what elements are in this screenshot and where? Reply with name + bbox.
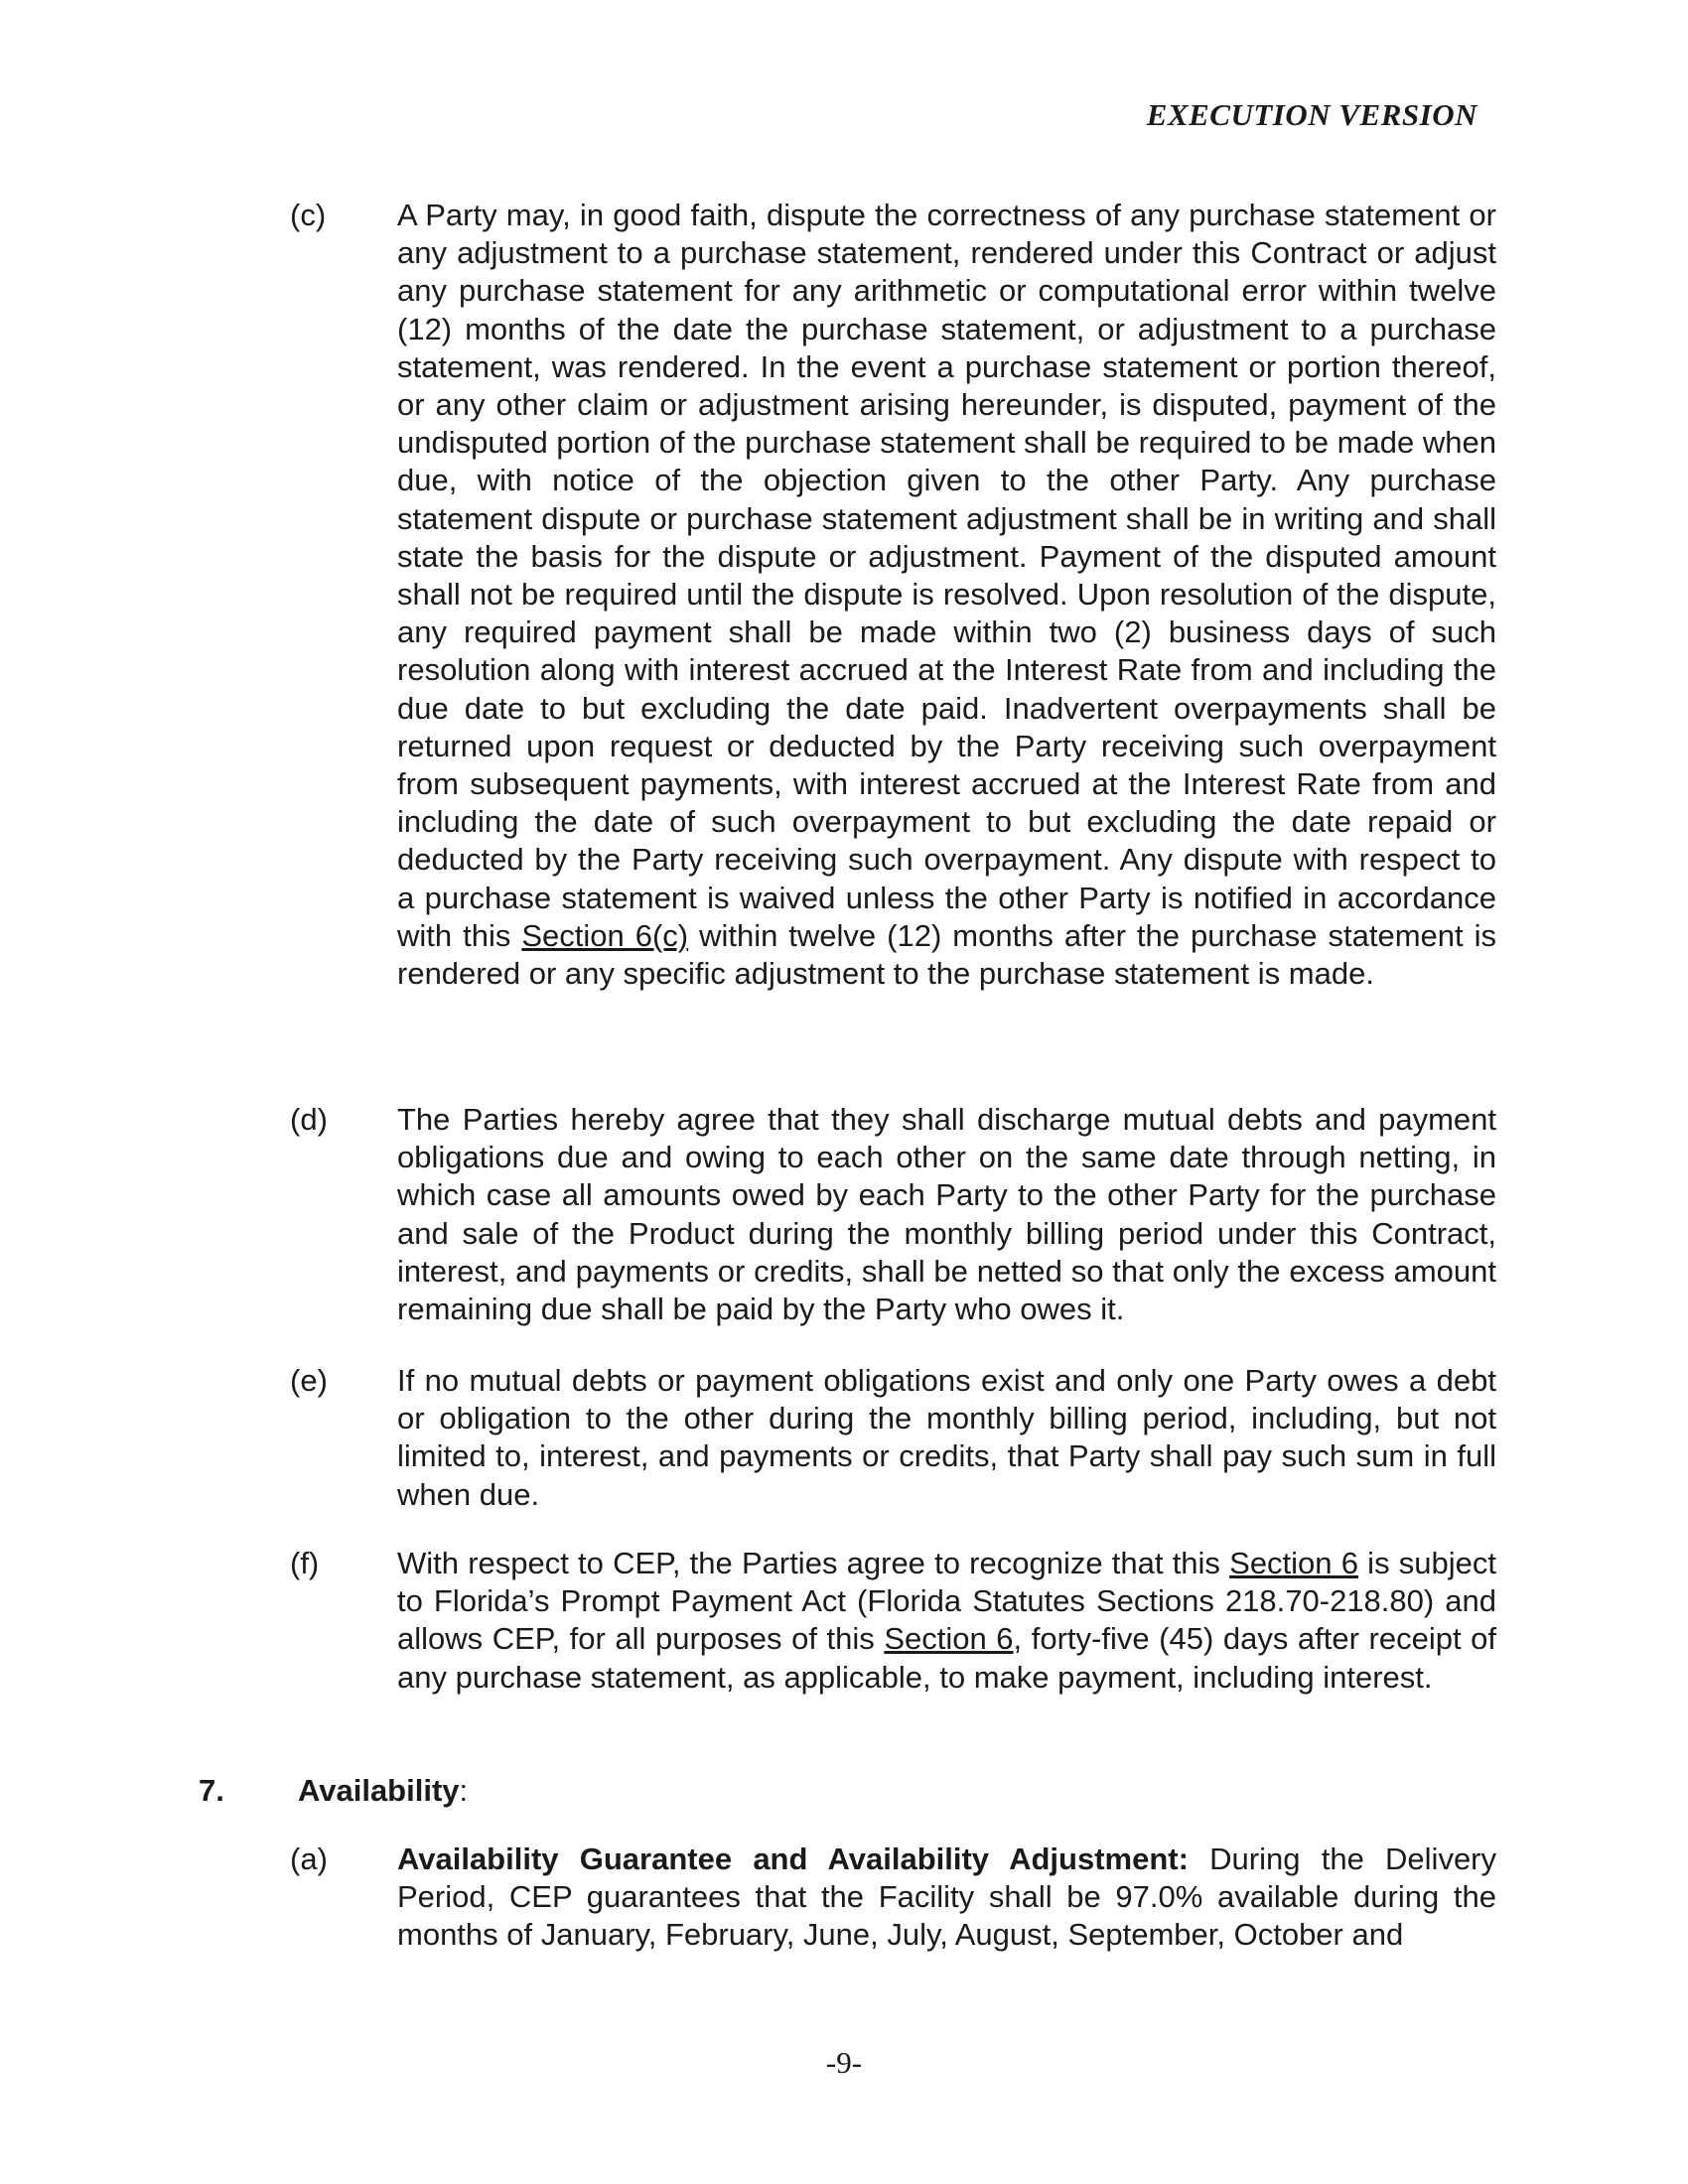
paragraph-text: Availability Guarantee and Availability Adjustment: During the Delivery Period, CEP guarantees that the Facility shall be 97.0% available during the months of January, February, June, July, August, September, October and	[397, 1842, 1497, 1953]
paragraph-text: A Party may, in good faith, dispute the correctness of any purchase statement or any adjustment to a purchase statement, rendered under this Contract or adjust any purchase statement for any arithmetic or computational error within twelve (12) months of the date the purchase statement, or adjustment to a purchase statement, was rendered. In the event a purchase statement or portion thereof, or any other claim or adjustment arising hereunder, is disputed, payment of the undisputed portion of the purchase statement shall be required to be made when due, with notice of the objection given to the other Party. Any purchase statement dispute or purchase statement adjustment shall be in writing and shall state the basis for the dispute or adjustment. Payment of the disputed amount shall not be required until the dispute is resolved. Upon resolution of the dispute, any required payment shall be made within two (2) business days of such resolution along with interest accrued at the Interest Rate from and including the due date to but excluding the date paid. Inadvertent overpayments shall be returned upon request or deducted by the Party receiving such overpayment from subsequent payments, with interest accrued at the Interest Rate from and including the date of such overpayment to but excluding the date repaid or deducted by the Party receiving such overpayment. Any dispute with respect to a purchase statement is waived unless the other Party is notified in accordance with this Section 6(c) within twelve (12) months after the purchase statement is rendered or any specific adjustment to the purchase statement is made.	[397, 198, 1496, 992]
paragraph-label: (e)	[290, 1363, 328, 1398]
paragraph-6c	[290, 197, 1496, 993]
execution-version-header: EXECUTION VERSION	[1146, 97, 1477, 132]
section-6-reference: Section 6	[1229, 1546, 1358, 1580]
page-number: -9-	[825, 2045, 863, 2080]
section-number: 7.	[199, 1773, 224, 1808]
section-6c-reference: Section 6(c)	[521, 917, 689, 953]
paragraph-label: (a)	[290, 1842, 328, 1876]
section-title: Availability:	[298, 1773, 469, 1808]
paragraph-6e	[290, 1362, 1496, 1514]
section-6-reference: Section 6	[884, 1621, 1014, 1657]
paragraph-6f	[290, 1545, 1496, 1697]
paragraph-label: (d)	[290, 1102, 328, 1137]
paragraph-label: (c)	[290, 198, 327, 232]
paragraph-heading: Availability Guarantee and Availability Adjustment:	[397, 1842, 1189, 1876]
paragraph-6d	[290, 1101, 1496, 1328]
paragraph-label: (f)	[290, 1546, 320, 1580]
paragraph-text: If no mutual debts or payment obligations exist and only one Party owes a debt or obligation to the other during the monthly billing period, including, but not limited to, interest, and payments or credits, that Party shall pay such sum in full when due.	[397, 1363, 1496, 1512]
paragraph-text: With respect to CEP, the Parties agree to recognize that this Section 6 is subject to Florida’s Prompt Payment Act (Florida Statutes Sections 218.70-218.80) and allows CEP, for all purposes of this Section 6, forty-five (45) days after receipt of any purchase statement, as applicable, to make payment, including interest.	[397, 1546, 1496, 1695]
paragraph-text: The Parties hereby agree that they shall discharge mutual debts and payment obligations due and owing to each other on the same date through netting, in which case all amounts owed by each Party to the other Party for the purchase and sale of the Product during the monthly billing period under this Contract, interest, and payments or credits, shall be netted so that only the excess amount remaining due shall be paid by the Party who owes it.	[397, 1102, 1496, 1327]
paragraph-7a	[290, 1841, 1496, 1955]
